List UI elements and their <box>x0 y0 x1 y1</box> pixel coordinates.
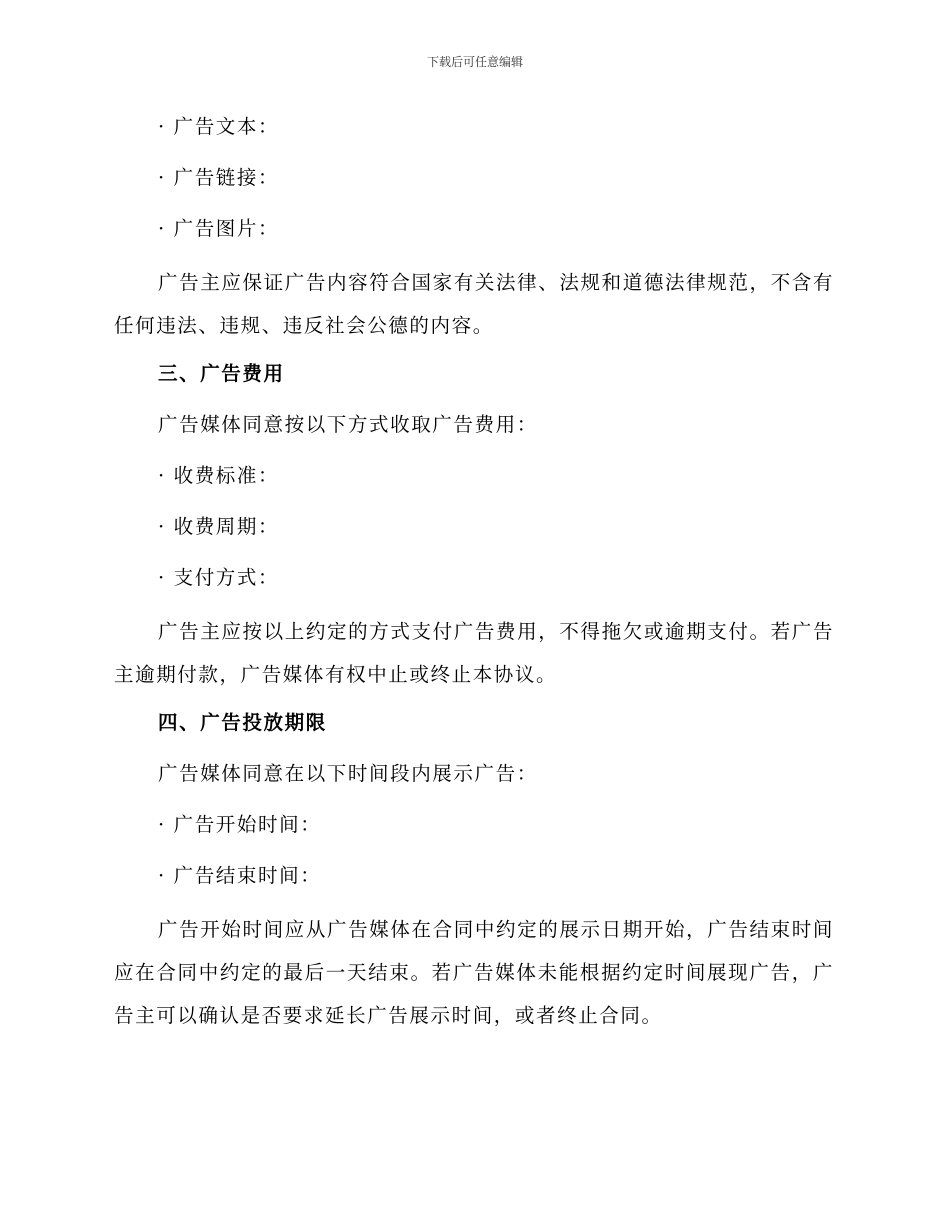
section-heading-fees: 三、广告费用 <box>158 362 285 385</box>
list-item-ad-image: · 广告图片： <box>158 217 280 240</box>
list-item-end-time: · 广告结束时间： <box>158 864 322 887</box>
paragraph-period: 广告开始时间应从广告媒体在合同中约定的展示日期开始，广告结束时间应在合同中约定的最后一天结束。若广告媒体未能根据约定时间展现广告，广告主可以确认是否要求延长广告展示时间，或者终止合同。 <box>114 918 834 1027</box>
paragraph-period-intro: 广告媒体同意在以下时间段内展示广告： <box>158 762 538 785</box>
paragraph-fees-intro: 广告媒体同意按以下方式收取广告费用： <box>158 413 538 436</box>
page-header: 下载后可任意编辑 <box>426 55 523 69</box>
list-item-ad-text: · 广告文本： <box>158 115 280 138</box>
list-item-payment-method: · 支付方式： <box>158 566 280 589</box>
list-item-ad-link: · 广告链接： <box>158 166 280 189</box>
list-item-start-time: · 广告开始时间： <box>158 813 322 836</box>
paragraph-ad-compliance: 广告主应保证广告内容符合国家有关法律、法规和道德法律规范，不含有任何违法、违规、违反社会公德的内容。 <box>114 271 834 337</box>
list-item-fee-standard: · 收费标准： <box>158 464 280 487</box>
section-heading-period: 四、广告投放期限 <box>158 711 327 734</box>
list-item-fee-cycle: · 收费周期： <box>158 515 280 538</box>
document-body <box>114 108 834 1045</box>
paragraph-payment: 广告主应按以上约定的方式支付广告费用，不得拖欠或逾期支付。若广告主逾期付款，广告媒体有权中止或终止本协议。 <box>114 620 834 686</box>
